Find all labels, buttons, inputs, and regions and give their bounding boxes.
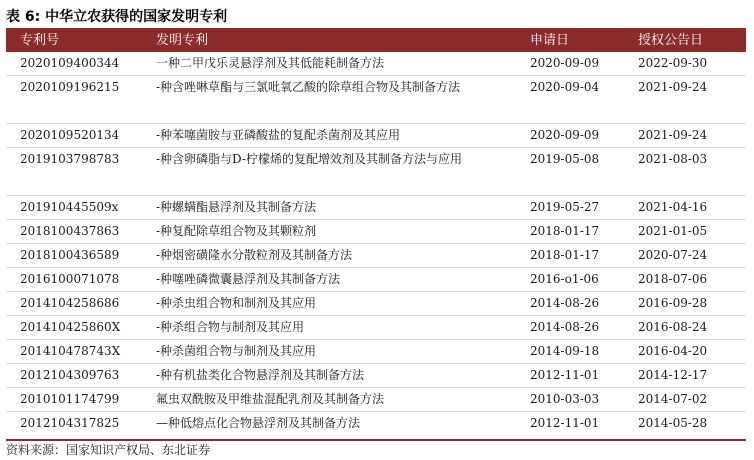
patent-number: 201410425860X	[20, 320, 121, 334]
apply-date: 2019-05-08	[530, 152, 600, 166]
apply-date: 2019-05-27	[530, 200, 600, 214]
patent-number: 2019103798783	[20, 152, 120, 166]
table-row	[6, 268, 746, 292]
grant-date: 2016-04-20	[638, 344, 708, 358]
table-row	[6, 148, 746, 196]
patent-name: -种螺螨酯悬浮剂及其制备方法	[156, 200, 317, 214]
table-row	[6, 196, 746, 220]
patent-number: 201910445509x	[20, 200, 119, 214]
patent-name: -种烟密磺隆水分散粒剂及其制备方法	[156, 248, 353, 262]
table-row	[6, 388, 746, 412]
patent-name: -种噻唑磷微囊悬浮剂及其制备方法	[156, 272, 341, 286]
apply-date: 2012-11-01	[530, 416, 600, 430]
patent-name: —种低熔点化合物悬浮剂及其制备方法	[156, 416, 361, 430]
patent-number: 2016100071078	[20, 272, 120, 286]
patent-number: 2020109196215	[20, 80, 120, 94]
patent-name: -种杀菌组合物与制剂及其应用	[156, 344, 317, 358]
patent-number: 2010101174799	[20, 392, 120, 406]
apply-date: 2014-08-26	[530, 296, 600, 310]
table-row	[6, 124, 746, 148]
grant-date: 2021-04-16	[638, 200, 708, 214]
table-row	[6, 76, 746, 124]
patent-number: 2012104309763	[20, 368, 120, 382]
apply-date: 2020-09-09	[530, 56, 600, 70]
patent-number: 201410478743X	[20, 344, 121, 358]
apply-date: 2020-09-04	[530, 80, 600, 94]
apply-date: 2014-09-18	[530, 344, 600, 358]
grant-date: 2014-12-17	[638, 368, 708, 382]
patent-name: 一种二甲戊乐灵悬浮剂及其低能耗制备方法	[156, 56, 385, 70]
patent-number: 2020109400344	[20, 56, 120, 70]
grant-date: 2021-08-03	[638, 152, 708, 166]
patent-name: -种杀组合物与制剂及其应用	[156, 320, 305, 334]
apply-date: 2020-09-09	[530, 128, 600, 142]
patent-name: -种复配除草组合物及其颗粒剂	[156, 224, 317, 238]
header-patent-number: 专利号	[20, 33, 60, 48]
patent-number: 2014104258686	[20, 296, 120, 310]
apply-date: 2018-01-17	[530, 224, 600, 238]
apply-date: 2016-o1-06	[530, 272, 599, 286]
grant-date: 2016-09-28	[638, 296, 708, 310]
apply-date: 2014-08-26	[530, 320, 600, 334]
table-title: 表 6: 中华立农获得的国家发明专利	[6, 9, 228, 25]
apply-date: 2010-03-03	[530, 392, 600, 406]
grant-date: 2016-08-24	[638, 320, 708, 334]
table-row	[6, 220, 746, 244]
patent-number: 2012104317825	[20, 416, 120, 430]
grant-date: 2014-05-28	[638, 416, 708, 430]
grant-date: 2014-07-02	[638, 392, 708, 406]
patent-number: 2018100437863	[20, 224, 120, 238]
header-apply-date: 申请日	[530, 33, 570, 48]
table-row	[6, 292, 746, 316]
patent-name: -种杀虫组合物和制剂及其应用	[156, 296, 317, 310]
patent-name: -种含唑啉草酯与三氯吡氧乙酸的除草组合物及其制备方法	[156, 80, 461, 94]
table-row	[6, 412, 746, 436]
header-grant-date: 授权公告日	[638, 33, 704, 48]
grant-date: 2018-07-06	[638, 272, 708, 286]
patent-number: 2018100436589	[20, 248, 120, 262]
table-body	[6, 52, 746, 436]
table-row	[6, 364, 746, 388]
source-note: 资料来源：国家知识产权局、东北证券	[6, 443, 211, 457]
patent-name: 氟虫双酰胺及甲维盐混配乳剂及其制备方法	[156, 392, 385, 406]
grant-date: 2021-09-24	[638, 80, 708, 94]
apply-date: 2018-01-17	[530, 248, 600, 262]
header-invention-patent: 发明专利	[156, 33, 209, 48]
patent-name: -种苯噻菌胺与亚磷酸盐的复配杀菌剂及其应用	[156, 128, 401, 142]
patent-name: -种有机盐类化合物悬浮剂及其制备方法	[156, 368, 365, 382]
patent-number: 2020109520134	[20, 128, 120, 142]
patent-name: -种含卵磷脂与D-柠檬烯的复配增效剂及其制备方法与应用	[156, 152, 462, 166]
grant-date: 2022-09-30	[638, 56, 708, 70]
table-row	[6, 52, 746, 76]
grant-date: 2021-09-24	[638, 128, 708, 142]
table-row	[6, 316, 746, 340]
apply-date: 2012-11-01	[530, 368, 600, 382]
grant-date: 2020-07-24	[638, 248, 708, 262]
grant-date: 2021-01-05	[638, 224, 708, 238]
table-header	[6, 30, 746, 52]
table-row	[6, 340, 746, 364]
table-row	[6, 244, 746, 268]
